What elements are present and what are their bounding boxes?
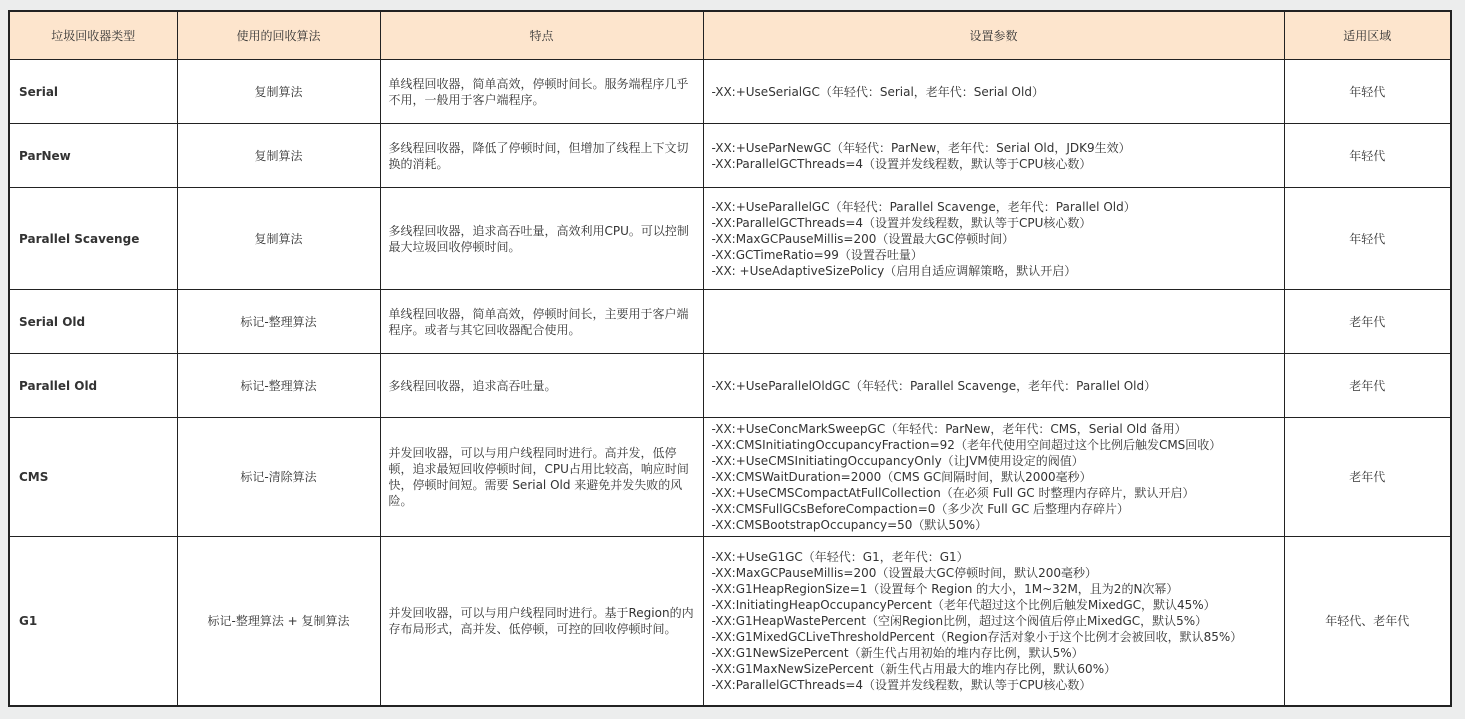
table-row bbox=[9, 354, 1451, 418]
collector-area: 年轻代 bbox=[1284, 188, 1451, 290]
header-collector-type: 垃圾回收器类型 bbox=[9, 11, 177, 60]
header-features: 特点 bbox=[380, 11, 703, 60]
param-line: -XX:G1HeapRegionSize=1（设置每个 Region 的大小，1M~32M，且为2的N次幂） bbox=[711, 581, 1179, 596]
collector-name: Parallel Scavenge bbox=[9, 188, 177, 290]
header-algorithm: 使用的回收算法 bbox=[177, 11, 380, 60]
collector-name: Serial bbox=[9, 60, 177, 124]
param-line: -XX:MaxGCPauseMillis=200（设置最大GC停顿时间） bbox=[711, 231, 1015, 246]
collector-features: 并发回收器，可以与用户线程同时进行。高并发，低停顿，追求最短回收停顿时间，CPU占用比较高，响应时间快，停顿时间短。需要 Serial Old 来避免并发失败的风险。 bbox=[380, 418, 703, 537]
param-line: -XX:CMSInitiatingOccupancyFraction=92（老年代使用空间超过这个比例后触发CMS回收） bbox=[711, 438, 1222, 452]
param-line: -XX:+UseCMSInitiatingOccupancyOnly（让JVM使用设定的阀值） bbox=[711, 454, 1084, 468]
param-line: -XX:G1NewSizePercent（新生代占用初始的堆内存比例，默认5%） bbox=[711, 645, 1084, 660]
param-line: -XX:CMSFullGCsBeforeCompaction=0（多少次 Full GC 后整理内存碎片） bbox=[711, 502, 1130, 516]
collector-features: 多线程回收器，降低了停顿时间，但增加了线程上下文切换的消耗。 bbox=[380, 124, 703, 188]
collector-features: 多线程回收器，追求高吞吐量。 bbox=[380, 354, 703, 418]
collector-area: 老年代 bbox=[1284, 354, 1451, 418]
param-line: -XX:G1MaxNewSizePercent（新生代占用最大的堆内存比例，默认60%） bbox=[711, 661, 1117, 676]
param-line: -XX:ParallelGCThreads=4（设置并发线程数，默认等于CPU核心数） bbox=[711, 677, 1092, 692]
gc-collector-table bbox=[8, 10, 1452, 707]
collector-area: 老年代 bbox=[1284, 290, 1451, 354]
table-row bbox=[9, 418, 1451, 537]
collector-name: CMS bbox=[9, 418, 177, 537]
param-line: -XX:CMSBootstrapOccupancy=50（默认50%） bbox=[711, 518, 988, 532]
collector-area: 年轻代、老年代 bbox=[1284, 537, 1451, 706]
table-row bbox=[9, 290, 1451, 354]
collector-params bbox=[703, 290, 1284, 354]
collector-area: 年轻代 bbox=[1284, 60, 1451, 124]
table-row bbox=[9, 60, 1451, 124]
collector-name: Serial Old bbox=[9, 290, 177, 354]
collector-params bbox=[703, 60, 1284, 124]
header-area: 适用区域 bbox=[1284, 11, 1451, 60]
param-line: -XX:+UseParNewGC（年轻代：ParNew，老年代：Serial Old，JDK9生效） bbox=[711, 140, 1131, 155]
collector-params bbox=[703, 418, 1284, 537]
collector-name: ParNew bbox=[9, 124, 177, 188]
collector-algorithm: 复制算法 bbox=[177, 60, 380, 124]
param-line: -XX:+UseParallelGC（年轻代：Parallel Scavenge，老年代：Parallel Old） bbox=[711, 199, 1136, 214]
param-line: -XX:CMSWaitDuration=2000（CMS GC间隔时间，默认2000毫秒） bbox=[711, 470, 1092, 484]
table-row bbox=[9, 188, 1451, 290]
collector-algorithm: 标记-清除算法 bbox=[177, 418, 380, 537]
param-line: -XX: +UseAdaptiveSizePolicy（启用自适应调解策略，默认开启） bbox=[711, 263, 1077, 278]
param-line: -XX:+UseG1GC（年轻代：G1，老年代：G1） bbox=[711, 549, 969, 564]
param-line: -XX:+UseParallelOldGC（年轻代：Parallel Scavenge，老年代：Parallel Old） bbox=[711, 378, 1157, 393]
param-line: -XX:ParallelGCThreads=4（设置并发线程数，默认等于CPU核心数） bbox=[711, 156, 1092, 171]
param-line: -XX:G1HeapWastePercent（空闲Region比例，超过这个阀值后停止MixedGC，默认5%） bbox=[711, 613, 1208, 628]
gc-table-container bbox=[8, 10, 1450, 707]
collector-area: 老年代 bbox=[1284, 418, 1451, 537]
collector-name: G1 bbox=[9, 537, 177, 706]
collector-params bbox=[703, 188, 1284, 290]
param-line: -XX:+UseConcMarkSweepGC（年轻代：ParNew，老年代：CMS，Serial Old 备用） bbox=[711, 422, 1187, 436]
collector-algorithm: 复制算法 bbox=[177, 188, 380, 290]
collector-name: Parallel Old bbox=[9, 354, 177, 418]
param-line: -XX:+UseCMSCompactAtFullCollection（在必须 Full GC 时整理内存碎片，默认开启） bbox=[711, 486, 1195, 500]
collector-algorithm: 复制算法 bbox=[177, 124, 380, 188]
table-body bbox=[9, 60, 1451, 706]
collector-features: 单线程回收器，简单高效，停顿时间长。服务端程序几乎不用，一般用于客户端程序。 bbox=[380, 60, 703, 124]
table-row bbox=[9, 124, 1451, 188]
param-line: -XX:MaxGCPauseMillis=200（设置最大GC停顿时间，默认200毫秒） bbox=[711, 565, 1097, 580]
header-params: 设置参数 bbox=[703, 11, 1284, 60]
collector-algorithm: 标记-整理算法 bbox=[177, 354, 380, 418]
collector-features: 并发回收器，可以与用户线程同时进行。基于Region的内存布局形式，高并发、低停顿，可控的回收停顿时间。 bbox=[380, 537, 703, 706]
param-line: -XX:+UseSerialGC（年轻代：Serial，老年代：Serial Old） bbox=[711, 84, 1044, 99]
collector-features: 多线程回收器，追求高吞吐量，高效利用CPU。可以控制最大垃圾回收停顿时间。 bbox=[380, 188, 703, 290]
param-line: -XX:InitiatingHeapOccupancyPercent（老年代超过这个比例后触发MixedGC，默认45%） bbox=[711, 597, 1216, 612]
collector-params bbox=[703, 537, 1284, 706]
collector-features: 单线程回收器，简单高效，停顿时间长，主要用于客户端程序。或者与其它回收器配合使用。 bbox=[380, 290, 703, 354]
collector-params bbox=[703, 354, 1284, 418]
collector-algorithm: 标记-整理算法 bbox=[177, 290, 380, 354]
param-line: -XX:G1MixedGCLiveThresholdPercent（Region存活对象小于这个比例才会被回收，默认85%） bbox=[711, 629, 1243, 644]
table-header-row bbox=[9, 11, 1451, 60]
collector-params bbox=[703, 124, 1284, 188]
param-line: -XX:ParallelGCThreads=4（设置并发线程数，默认等于CPU核心数） bbox=[711, 215, 1092, 230]
param-line: -XX:GCTimeRatio=99（设置吞吐量） bbox=[711, 247, 923, 262]
collector-area: 年轻代 bbox=[1284, 124, 1451, 188]
table-row bbox=[9, 537, 1451, 706]
collector-algorithm: 标记-整理算法 + 复制算法 bbox=[177, 537, 380, 706]
